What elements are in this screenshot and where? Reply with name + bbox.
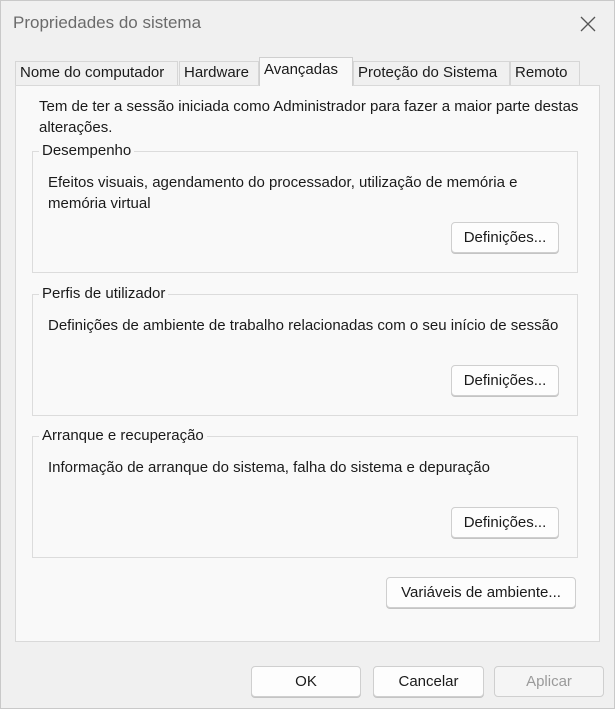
performance-settings-button[interactable]: Definições... — [451, 222, 559, 253]
performance-description: Efeitos visuais, agendamento do processador, utilização de memória e memória virtual — [48, 174, 518, 212]
tab-bar — [15, 57, 615, 85]
cancel-button[interactable]: Cancelar — [373, 666, 484, 697]
tab-hardware[interactable]: Hardware — [179, 61, 259, 85]
tab-advanced[interactable]: Avançadas — [259, 57, 353, 86]
startup-recovery-group-title: Arranque e recuperação — [39, 427, 207, 444]
advanced-tab-panel — [15, 85, 600, 642]
performance-group — [32, 142, 578, 273]
user-profiles-group-title: Perfis de utilizador — [39, 285, 168, 302]
tab-remote[interactable]: Remoto — [510, 61, 580, 85]
window-title: Propriedades do sistema — [13, 13, 202, 32]
user-profiles-group — [32, 285, 578, 416]
user-profiles-description: Definições de ambiente de trabalho relacionadas com o seu início de sessão — [48, 317, 559, 334]
startup-recovery-group — [32, 427, 578, 558]
ok-button[interactable]: OK — [251, 666, 361, 697]
close-icon — [580, 16, 596, 32]
startup-recovery-settings-button[interactable]: Definições... — [451, 507, 559, 538]
user-profiles-settings-button[interactable]: Definições... — [451, 365, 559, 396]
title-bar[interactable] — [1, 1, 614, 47]
startup-recovery-description: Informação de arranque do sistema, falha do sistema e depuração — [48, 459, 490, 476]
environment-variables-button[interactable]: Variáveis de ambiente... — [386, 577, 576, 608]
apply-button[interactable]: Aplicar — [494, 666, 604, 697]
performance-group-title: Desempenho — [39, 142, 134, 159]
admin-note: Tem de ter a sessão iniciada como Administrador para fazer a maior parte destas alterações. — [39, 98, 579, 136]
close-button[interactable] — [575, 11, 601, 37]
tab-computer-name[interactable]: Nome do computador — [15, 61, 178, 85]
tab-system-protection[interactable]: Proteção do Sistema — [353, 61, 510, 85]
